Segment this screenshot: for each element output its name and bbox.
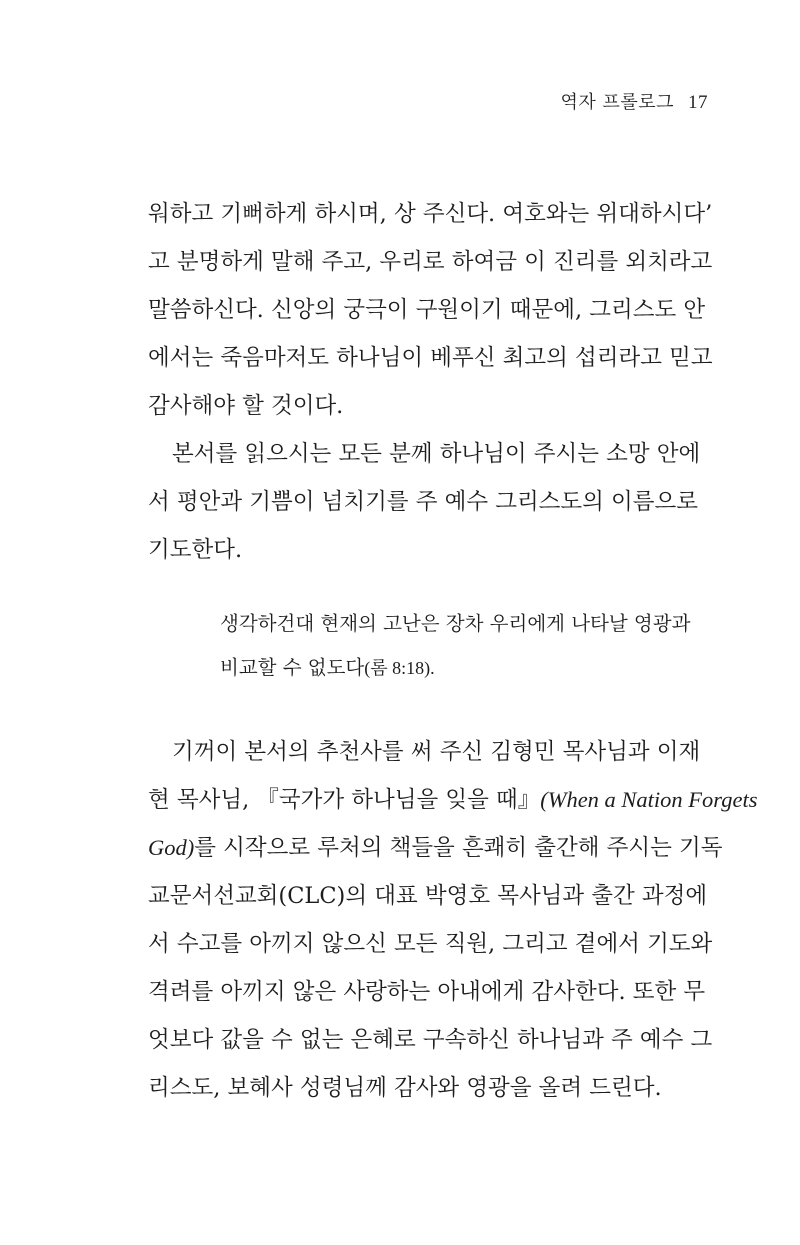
page-number: 17	[688, 92, 708, 113]
paragraph3-line-7: 엇보다 값을 수 없는 은혜로 구속하신 하나님과 주 예수 그	[148, 1027, 713, 1053]
paragraph1-line-2: 고 분명하게 말해 주고, 우리로 하여금 이 진리를 외치라고	[148, 249, 713, 275]
paragraph3-line-8: 리스도, 보혜사 성령님께 감사와 영광을 올려 드린다.	[148, 1075, 662, 1101]
paragraph2-line-3: 기도한다.	[148, 537, 243, 563]
paragraph2-line-1: 본서를 읽으시는 모든 분께 하나님이 주시는 소망 안에	[172, 441, 701, 467]
paragraph2-line-2: 서 평안과 기쁨이 넘치기를 주 예수 그리스도의 이름으로	[148, 489, 698, 515]
paragraph3-line-3-text: 를 시작으로 루처의 책들을 흔쾌히 출간해 주시는 기독	[194, 835, 723, 861]
scripture-reference: (롬 8:18).	[364, 658, 435, 678]
paragraph3-line-6: 격려를 아끼지 않은 사랑하는 아내에게 감사한다. 또한 무	[148, 979, 706, 1005]
running-header	[560, 88, 708, 114]
paragraph1-line-4: 에서는 죽음마저도 하나님이 베푸신 최고의 섭리라고 믿고	[148, 345, 713, 371]
book-title-korean: 현 목사님, 『국가가 하나님을 잊을 때』	[148, 787, 541, 813]
scripture-quote-text: 비교할 수 없도다	[220, 656, 365, 679]
paragraph1-line-3: 말씀하신다. 신앙의 궁극이 구원이기 때문에, 그리스도 안	[148, 297, 706, 323]
paragraph3-line-2	[148, 782, 758, 814]
section-title: 역자 프롤로그	[560, 92, 674, 113]
scripture-quote-line-1: 생각하건대 현재의 고난은 장차 우리에게 나타날 영광과	[220, 612, 691, 635]
paragraph3-line-4: 교문서선교회(CLC)의 대표 박영호 목사님과 출간 과정에	[148, 883, 708, 909]
paragraph1-line-1: 워하고 기뻐하게 하시며, 상 주신다. 여호와는 위대하시다’	[148, 201, 713, 227]
paragraph1-line-5: 감사해야 할 것이다.	[148, 393, 344, 419]
paragraph3-line-3	[148, 830, 723, 862]
paragraph3-line-5: 서 수고를 아끼지 않으신 모든 직원, 그리고 곁에서 기도와	[148, 931, 713, 957]
book-title-english-end: God)	[148, 835, 195, 860]
paragraph3-line-1: 기꺼이 본서의 추천사를 써 주신 김형민 목사님과 이재	[172, 739, 701, 765]
scripture-quote-line-2	[220, 652, 708, 680]
book-title-english: (When a Nation Forgets	[540, 787, 758, 812]
